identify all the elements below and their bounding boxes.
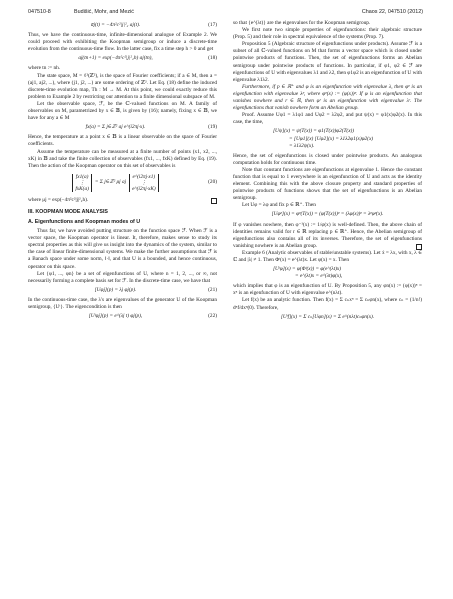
paragraph: Let the observable space, ℱ, be the ℂ-valued functions on M. A family of observables on M, parametrized by x ∈ 𝔹, is given by (16); namely, fixing x ∈ 𝔹, we have for any a ∈ M — [28, 100, 217, 122]
equation-21: [Uφj](p) = λj φj(p). (21) — [94, 286, 217, 293]
left-column — [28, 20, 217, 323]
paragraph: which implies that φ is an eigenfunction of U. By Proposition 5, any φn(x) := (φ(x))ⁿ = xⁿ is an eigenfunction of U with eigenvalue e^(nλt). — [233, 283, 422, 297]
subsection-heading: A. Eigenfunctions and Koopman modes of U — [28, 218, 141, 225]
proof-equation: [Uψ](x) = ψ(T(x)) = φ1(T(x))φ2(T(x)) = [Uφ1](x) [Uφ2](x) = λ1λ2φ1(x)φ2(x) = λ1λ2ψ(x). — [273, 128, 374, 149]
paragraph: Thus far, we have avoided putting structure on the function space ℱ. When ℱ is a vector space, the Koopman operator is linear. It, therefore, makes sense to study its spectral properties as this will give us insight into the dynamics of the system, similar to the case of linear finite-dimensional systems. We make the further assumptions that ℱ is a Banach space under some norm, ‖·‖, and that U is a bounded, and hence continuous, operator on this space. — [28, 228, 217, 270]
paragraph: We first note two simple properties of eigenfunctions: their algebraic structure (Prop. 5) and their role in spectral equivalence of the systems (Prop. 7). — [233, 27, 422, 41]
paragraph: If φ vanishes nowhere, then φ⁻¹(x) := 1/φ(x) is well-defined. Then, the above chain of identities remains valid for r ∈ ℝ replacing p ∈ ℝ⁺. Hence, the Abelian semigroup of eigenfunctions also contains all of its inverses. Therefore, the set of eigenfunctions vanishing nowhere is an Abelian group. — [233, 221, 422, 249]
paragraph: The state space, M = ℓ²(ℤ²), is the space of Fourier coefficients; if a ∈ M, then a = (aj1, aj2, ...), where (j1, j2, ...) are some ordering of ℤ². Let Eq. (18) define the induced discrete-time evolution map, Th : M → M. At this point, we could exactly reduce this problem to Example 2 by restricting our attention to a finite dimensional subspace of M. — [28, 72, 217, 100]
equation-19: fx(a) = Σ j∈ℤ² aj e^(i2πj·x). (19) — [85, 124, 217, 131]
paragraph: Let f(x) be an analytic function. Then f(x) = Σ cₙxⁿ = Σ cₙφn(x), where cₙ = (1/n!) dⁿf/dxⁿ(0). Therefore, — [233, 297, 422, 311]
example-equation: [Uᵗφ](x) = φ(Φᵗ(x)) = φ(e^(λt)x) = e^(λt)x = e^(λt)φ(x), — [273, 266, 343, 280]
paragraph: Let Uφ = λφ and fix p ∈ ℝ⁺. Then — [242, 202, 316, 209]
paragraph: Hence, the set of eigenfunctions is closed under pointwise products. An analogous computation holds for continuous time. — [233, 152, 422, 166]
equation-20: fx1(a) ⋮ fxK(a) = Σ j∈ℤ² μj aj e^(i2πj·x1) ⋮ e^(i2πj·xK) (20) — [28, 172, 217, 194]
equation-22: [Uᵗφj](p) = e^(λj t) φj(p), (22) — [88, 313, 217, 320]
equation-17: a̅j(t) = −4π²c²|j|²₂ aj(t). (17) — [90, 22, 217, 28]
paragraph: Let {φ1, ..., φn} be a set of eigenfunctions of U, where n = 1, 2, ..., or ∞, not necessarily forming a complete basis set for ℱ. In the discrete-time case, we have that — [28, 270, 217, 284]
end-of-proof-mark — [416, 244, 422, 250]
proof-paragraph: Proof. Assume Uφ1 = λ1φ1 and Uφ2 = λ2φ2, and put ψ(x) = φ1(x)φ2(x). In this case, the time, — [233, 112, 422, 126]
paragraph: Hence, the temperature at a point x ∈ 𝔹 is a linear observable on the space of Fourier coefficients. — [28, 134, 217, 148]
running-authors: Budišić, Mohr, and Mezić — [74, 9, 134, 15]
paragraph: Note that constant functions are eigenfunctions at eigenvalue 1. Hence the constant function that is equal to 1 everywhere is an eigenfunction of U and acts as the identity element. Combining this with the above closure property and standard properties of pointwise products of functions shows that the set of eigenfunctions is an Abelian semigroup. — [233, 166, 422, 202]
section-heading: III. KOOPMAN MODE ANALYSIS — [28, 208, 108, 215]
paragraph: Thus, we have the continuous-time, infinite-dimensional analogue of Example 2. We could proceed with exhibiting the Koopman semigroup or induce a discrete-time evolution from the continuous-time flow. In the latter case, fix a time step h > 0 and get — [28, 32, 217, 53]
paragraph: so that {e^(λt)} are the eigenvalues for the Koopman semigroup. — [233, 20, 371, 26]
example-6: Example 6 (Analytic observables of stable/unstable systems). Let ẋ = λx, with x, λ ∈ ℂ and |λ| ≠ 1. Then Φᵗ(x) = e^(λt)x. Let φ(x) = x. Then — [233, 249, 422, 263]
power-equation: [Uφᵖ](x) = φᵖ(T(x)) = (φ(T(x)))ᵖ = (λφ(x))ᵖ = λᵖφᵖ(x). — [271, 211, 384, 218]
final-equation: [Uᵗf](x) = Σ cₙ[Uφn](x) = Σ e^(nλt)cₙφn(x). — [280, 313, 375, 320]
paragraph: where μj = exp(−4π²c²|j|²₂h). — [28, 197, 217, 204]
journal-citation: Chaos 22, 047510 (2012) — [361, 9, 423, 15]
paragraph: Assume the temperature can be measured at a finite number of points (x1, x2, ..., xK) in 𝔹 and take the finite collection of observables (fx1, ..., fxK) defined by Eq. (19). Then the action of the Koopman operator on this set of observables is — [28, 148, 217, 169]
right-column — [233, 20, 422, 324]
equation-18: aj(tn+1) = exp(−4π²c²|j|²₂h) aj(tn), (18) — [78, 55, 217, 62]
paragraph: In the continuous-time case, the λ's are eigenvalues of the generator U of the Koopman semigroup, {Uᵗ}. The eigencondition is then — [28, 296, 217, 310]
proposition-5: Proposition 5 (Algebraic structure of eigenfunctions under products). Assume ℱ is a subset of all ℂ-valued functions on M that forms a vector space which is closed under pointwise products of functions. Then, the set of eigenfunctions forms an Abelian semigroup under pointwise products of functions. In particular, if φ1, φ2 ∈ ℱ are eigenfunctions of U with eigenvalues λ1 and λ2, then φ1φ2 is an eigenfunction of U with eigenvalue λ1λ2. — [233, 41, 422, 83]
page-number: 047510-8 — [28, 9, 51, 15]
paragraph: where tn := nh. — [28, 65, 61, 72]
end-of-example-mark — [211, 198, 217, 204]
paragraph: Furthermore, if p ∈ ℝ⁺ and φ is an eigenfunction with eigenvalue λ, then φᵖ is an eigenfunction with eigenvalue λᵖ, where φᵖ(x) := (φ(x))ᵖ. If φ is an eigenfunction that vanishes nowhere and r ∈ ℝ, then φʳ is an eigenfunction with eigenvalue λʳ. The eigenfunctions that vanish nowhere form an Abelian group. — [233, 83, 422, 112]
